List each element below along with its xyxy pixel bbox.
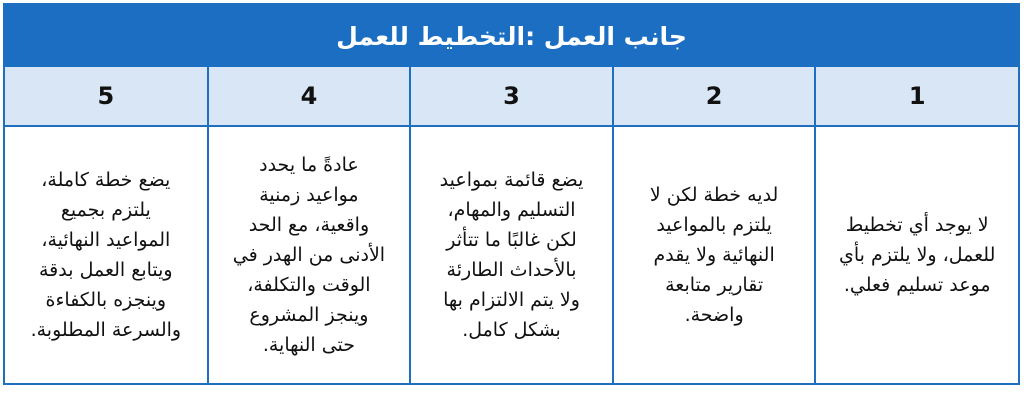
rubric-table-container xyxy=(3,3,1020,385)
score-header-5: 5 xyxy=(5,67,208,126)
description-level-1: لا يوجد أي تخطيط للعمل، ولا يلتزم بأي موعد تسليم فعلي. xyxy=(815,126,1018,383)
score-header-2: 2 xyxy=(613,67,816,126)
rubric-title: جانب العمل :التخطيط للعمل xyxy=(5,5,1018,67)
description-level-2: لديه خطة لكن لا يلتزم بالمواعيد النهائية ولا يقدم تقارير متابعة واضحة. xyxy=(613,126,816,383)
score-header-row xyxy=(5,67,1018,126)
score-header-4: 4 xyxy=(208,67,411,126)
score-header-1: 1 xyxy=(815,67,1018,126)
description-level-4: عادةً ما يحدد مواعيد زمنية واقعية، مع الحد الأدنى من الهدر في الوقت والتكلفة، وينجز المشروع حتى النهاية. xyxy=(208,126,411,383)
description-level-5: يضع خطة كاملة، يلتزم بجميع المواعيد النهائية، ويتابع العمل بدقة وينجزه بالكفاءة والسرعة المطلوبة. xyxy=(5,126,208,383)
score-header-3: 3 xyxy=(410,67,613,126)
description-row xyxy=(5,126,1018,383)
description-level-3: يضع قائمة بمواعيد التسليم والمهام، لكن غالبًا ما تتأثر بالأحداث الطارئة ولا يتم الالتزام بها بشكل كامل. xyxy=(410,126,613,383)
rubric-table xyxy=(5,67,1018,383)
